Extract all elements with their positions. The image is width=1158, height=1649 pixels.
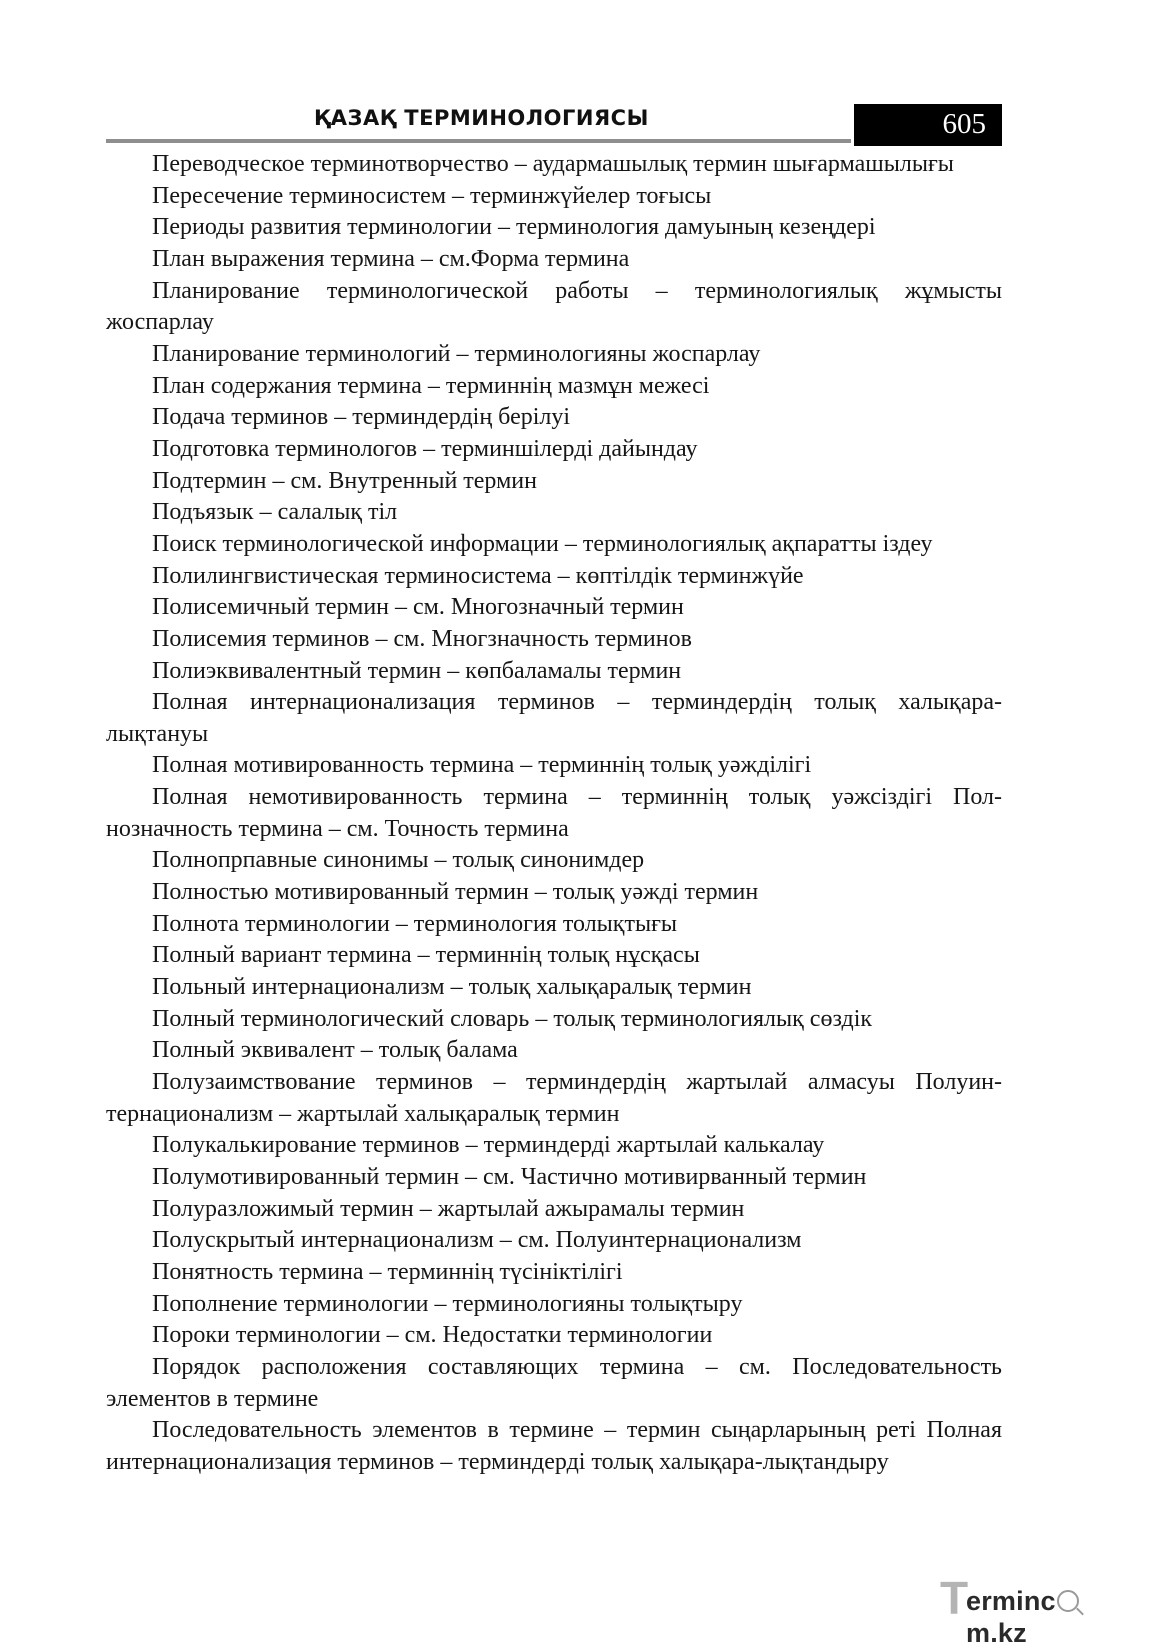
dictionary-entry: Полиэквивалентный термин – көпбаламалы термин <box>152 657 682 684</box>
page-number-box <box>854 104 1002 146</box>
dictionary-entry: Польный интернационализм – толық халықаралық термин <box>152 974 752 1001</box>
dictionary-entry: Порядок расположения составляющих термина – см. Последовательность элементов в термине <box>106 1353 1002 1412</box>
dictionary-entry: Полукалькирование терминов – терминдерді жартылай калькалау <box>152 1132 825 1159</box>
dictionary-entry: Понятность термина – терминнің түсініктілігі <box>152 1258 623 1285</box>
dictionary-entry: Периоды развития терминологии – терминология дамуының кезеңдері <box>152 214 876 241</box>
watermark-text-start: erminc <box>966 1586 1056 1616</box>
watermark-text <box>966 1585 1140 1649</box>
dictionary-entry: Пополнение терминологии – терминологияны толықтыру <box>152 1290 743 1317</box>
dictionary-entry: Полностью мотивированный термин – толық уәжді термин <box>152 879 759 906</box>
dictionary-entry: Полускрытый интернационализм – см. Полуинтернационализм <box>152 1227 802 1254</box>
dictionary-entry: План выражения термина – см.Форма термина <box>152 245 630 272</box>
dictionary-entry: Полисемичный термин – см. Многозначный термин <box>152 594 684 621</box>
dictionary-entry: Подготовка терминологов – терминшілерді дайындау <box>152 435 698 462</box>
dictionary-entry: Подъязык – салалық тіл <box>152 499 398 526</box>
dictionary-entry: Полная немотивированность термина – терминнің толық уәжсіздігі Пол-нозначность термина – см. Точность термина <box>106 784 1002 842</box>
page-number: 605 <box>942 108 986 140</box>
dictionary-entry: Полнота терминологии – терминология толықтығы <box>152 910 678 937</box>
page-header <box>106 104 1002 146</box>
watermark-text-end: m.kz <box>966 1618 1027 1648</box>
dictionary-entry: Полуразложимый термин – жартылай ажырамалы термин <box>152 1195 745 1222</box>
dictionary-entry: Полный терминологический словарь – толық терминологиялық сөздік <box>152 1005 873 1032</box>
dictionary-entry: Полный вариант термина – терминнің толық нұсқасы <box>152 942 700 969</box>
dictionary-entry: Переводческое терминотворчество – аудармашылық термин шығармашылығы <box>152 151 954 177</box>
dictionary-entry: Полумотивированный термин – см. Частично мотивирванный термин <box>152 1164 867 1190</box>
watermark-initial: T <box>940 1572 969 1624</box>
dictionary-entry: Пересечение терминосистем – терминжүйелер тоғысы <box>152 182 712 209</box>
dictionary-entry: Полисемия терминов – см. Многзначность терминов <box>152 625 692 652</box>
dictionary-entry: Последовательность элементов в термине – термин сыңарларының реті Полная интернационализация терминов – терминдерді толық халықара-лықтандыру <box>106 1417 1002 1475</box>
running-title: ҚАЗАҚ ТЕРМИНОЛОГИЯСЫ <box>314 106 649 130</box>
dictionary-entry: Полузаимствование терминов – терминдердің жартылай алмасуы Полуин-тернационализм – жартылай халықаралық термин <box>106 1069 1002 1127</box>
dictionary-entries <box>106 149 1002 1479</box>
dictionary-entry: Подтермин – см. Внутренный термин <box>152 467 537 494</box>
dictionary-entry: Планирование терминологической работы – терминологиялық жұмысты жоспарлау <box>106 277 1002 336</box>
dictionary-entry: План содержания термина – терминнің мазмұн межесі <box>152 372 710 399</box>
dictionary-entry: Полная мотивированность термина – терминнің толық уәжділігі <box>152 752 812 779</box>
dictionary-entry: Поиск терминологической информации – терминологиялық ақпаратты іздеу <box>152 530 933 557</box>
dictionary-entry: Пороки терминологии – см. Недостатки терминологии <box>152 1322 713 1349</box>
header-rule <box>106 139 851 143</box>
dictionary-entry: Полный эквивалент – толық балама <box>152 1037 518 1064</box>
dictionary-entry: Полная интернационализация терминов – терминдердің толық халықара-лықтануы <box>106 689 1002 747</box>
dictionary-entry: Планирование терминологий – терминологияны жоспарлау <box>152 340 761 367</box>
dictionary-entry: Полнопрпавные синонимы – толық синонимдер <box>152 847 645 874</box>
magnifier-icon <box>1057 1590 1079 1612</box>
dictionary-entry: Полилингвистическая терминосистема – көптілдік терминжүйе <box>152 562 804 589</box>
site-watermark <box>940 1572 1140 1648</box>
dictionary-entry: Подача терминов – терминдердің берілуі <box>152 404 571 431</box>
